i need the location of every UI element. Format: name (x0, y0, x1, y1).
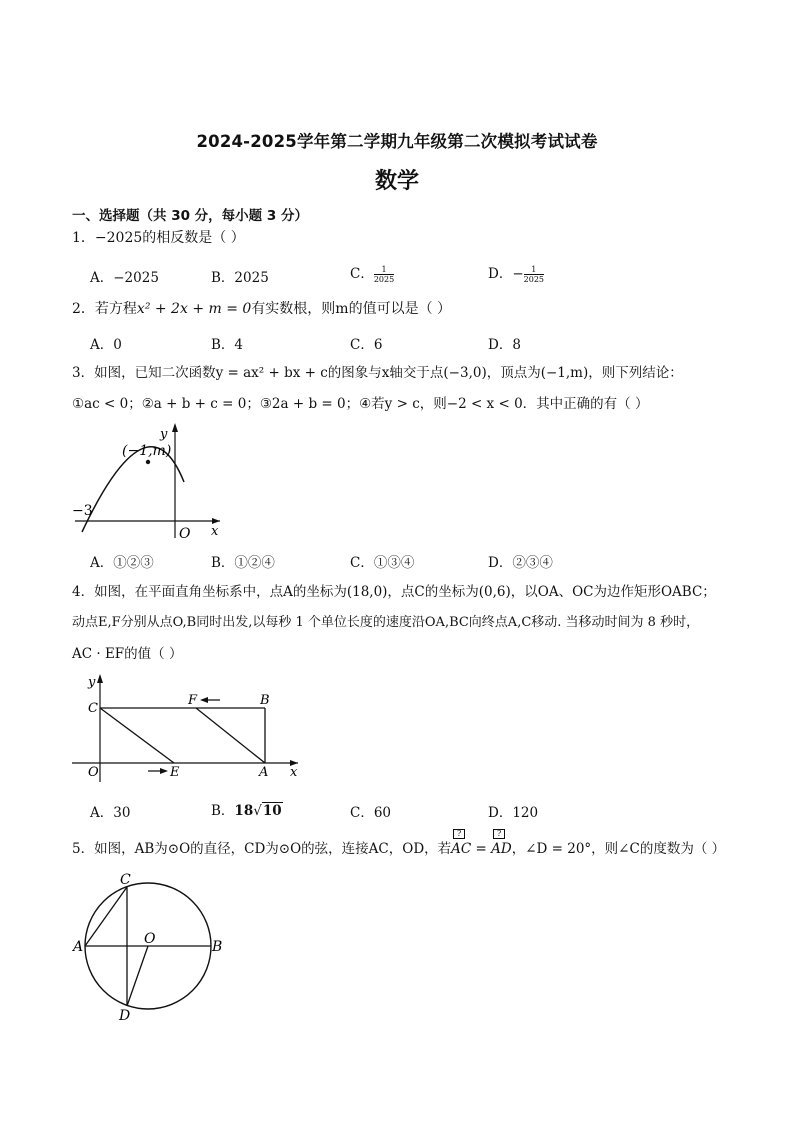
q4-label-o: O (88, 765, 99, 780)
q4-label-a: A (259, 765, 269, 780)
q2-option-c: C．6 (350, 337, 383, 353)
q1-d-fraction (524, 265, 544, 284)
q5-arc-ac-mark-icon: ? (453, 829, 465, 839)
q4-label-e: E (170, 765, 180, 780)
q5-arc-ad (491, 829, 512, 858)
q3-vertex-point (146, 460, 150, 464)
q1-c-num: 1 (374, 265, 394, 275)
q4-b-radicand: 10 (262, 803, 282, 819)
q3-y-arrow-icon (172, 423, 178, 432)
q2-stem (72, 300, 451, 318)
q5-arc-ad-text: AD (491, 841, 512, 857)
q3-x-label: x (211, 524, 219, 539)
q4-b-sqrt-icon: √ (253, 803, 262, 819)
q1-option-c (350, 262, 394, 284)
q2-option-b: B．4 (211, 337, 244, 353)
q5-stem-pre: 5．如图，AB为⊙O的直径，CD为⊙O的弦，连接AC，OD，若 (72, 841, 452, 857)
q5-arc-ad-mark-icon: ? (493, 829, 505, 839)
q5-label-o: O (144, 931, 156, 947)
q2-stem-pre: 2．若方程 (72, 301, 137, 317)
q1-c-fraction (374, 265, 394, 284)
q5-label-d: D (119, 1008, 131, 1024)
q1-d-label: D．− (488, 266, 524, 282)
q4-e-arrowhead-icon (160, 768, 168, 774)
exam-title: 2024-2025学年第二学期九年级第二次模拟考试试卷 (196, 132, 598, 151)
q3-option-d: D．②③④ (488, 555, 553, 571)
q2-equation: x² + 2x + m = 0 (136, 301, 252, 317)
q4-b-value: 18 (234, 803, 254, 819)
q5-stem (72, 829, 726, 858)
q5-arc-ac-text: AC (451, 841, 472, 857)
q1-option-b: B．2025 (211, 270, 269, 286)
q1-stem: 1．−2025的相反数是（ ） (72, 230, 245, 246)
q4-x-label: x (290, 765, 298, 780)
q4-segment-fa (196, 708, 265, 763)
q4-option-d: D．120 (488, 805, 539, 821)
q4-line2: 动点E,F分别从点O,B同时出发,以每秒 1 个单位长度的速度沿OA,BC向终点A,C移动. 当移动时间为 8 秒时， (72, 615, 700, 630)
q4-line3: AC · EF的值（ ） (72, 646, 183, 662)
q5-segment-od (127, 946, 148, 1006)
q3-root-label: −3 (72, 503, 93, 519)
q3-line2: ①ac < 0；②a + b + c = 0；③2a + b = 0；④若y > c，则−2 < x < 0．其中正确的有（ ） (72, 396, 649, 412)
q1-d-num: 1 (524, 265, 544, 275)
section-heading: 一、选择题（共 30 分，每小题 3 分） (72, 208, 308, 224)
q4-y-label: y (88, 675, 96, 690)
q1-c-den: 2025 (373, 275, 395, 284)
q2-stem-post: 有实数根，则m的值可以是（ ） (251, 301, 452, 317)
q3-y-label: y (160, 427, 168, 442)
q4-line1: 4．如图，在平面直角坐标系中，点A的坐标为(18,0)，点C的坐标为(0,6)，以OA、OC为边作矩形OABC； (72, 584, 716, 600)
q5-label-a: A (73, 939, 84, 955)
q1-d-den: 2025 (523, 275, 544, 284)
q4-option-c: C．60 (350, 805, 392, 821)
q3-parabola-curve (82, 447, 184, 532)
q4-label-c: C (88, 701, 98, 716)
q3-vertex-label: (−1,m) (122, 443, 172, 459)
q4-label-f: F (188, 693, 198, 708)
q5-label-b: B (212, 939, 223, 955)
q4-option-b (211, 799, 283, 819)
q2-option-d: D．8 (488, 337, 521, 353)
q5-segment-ac (85, 887, 127, 946)
q2-option-a: A．0 (90, 337, 122, 353)
q1-option-d (488, 262, 544, 284)
q4-label-b: B (260, 693, 270, 708)
q4-b-label: B． (211, 803, 235, 819)
q3-option-a: A．①②③ (90, 555, 154, 571)
q3-line1: 3．如图，已知二次函数y = ax² + bx + c的图象与x轴交于点(−3,0)，顶点为(−1,m)，则下列结论： (72, 365, 683, 381)
q4-y-arrow-icon (97, 674, 103, 683)
q3-option-c: C．①③④ (350, 555, 415, 571)
q3-origin-label: O (179, 526, 191, 542)
q5-equals: = (471, 841, 492, 857)
q4-segment-ce (100, 708, 174, 763)
subject-title: 数学 (374, 169, 419, 194)
q3-option-b: B．①②④ (211, 555, 275, 571)
q5-stem-post: ，∠D = 20°，则∠C的度数为（ ） (511, 841, 726, 857)
q4-rectangle-figure (70, 670, 310, 790)
q5-circle-figure (70, 870, 230, 1025)
q4-f-arrowhead-icon (200, 697, 208, 703)
q4-option-a: A．30 (90, 805, 131, 821)
q5-label-c: C (120, 872, 131, 888)
q3-parabola-figure (70, 420, 230, 545)
q5-arc-ac (451, 829, 472, 858)
q1-option-a: A．−2025 (90, 270, 159, 286)
q1-c-label: C． (350, 266, 374, 282)
